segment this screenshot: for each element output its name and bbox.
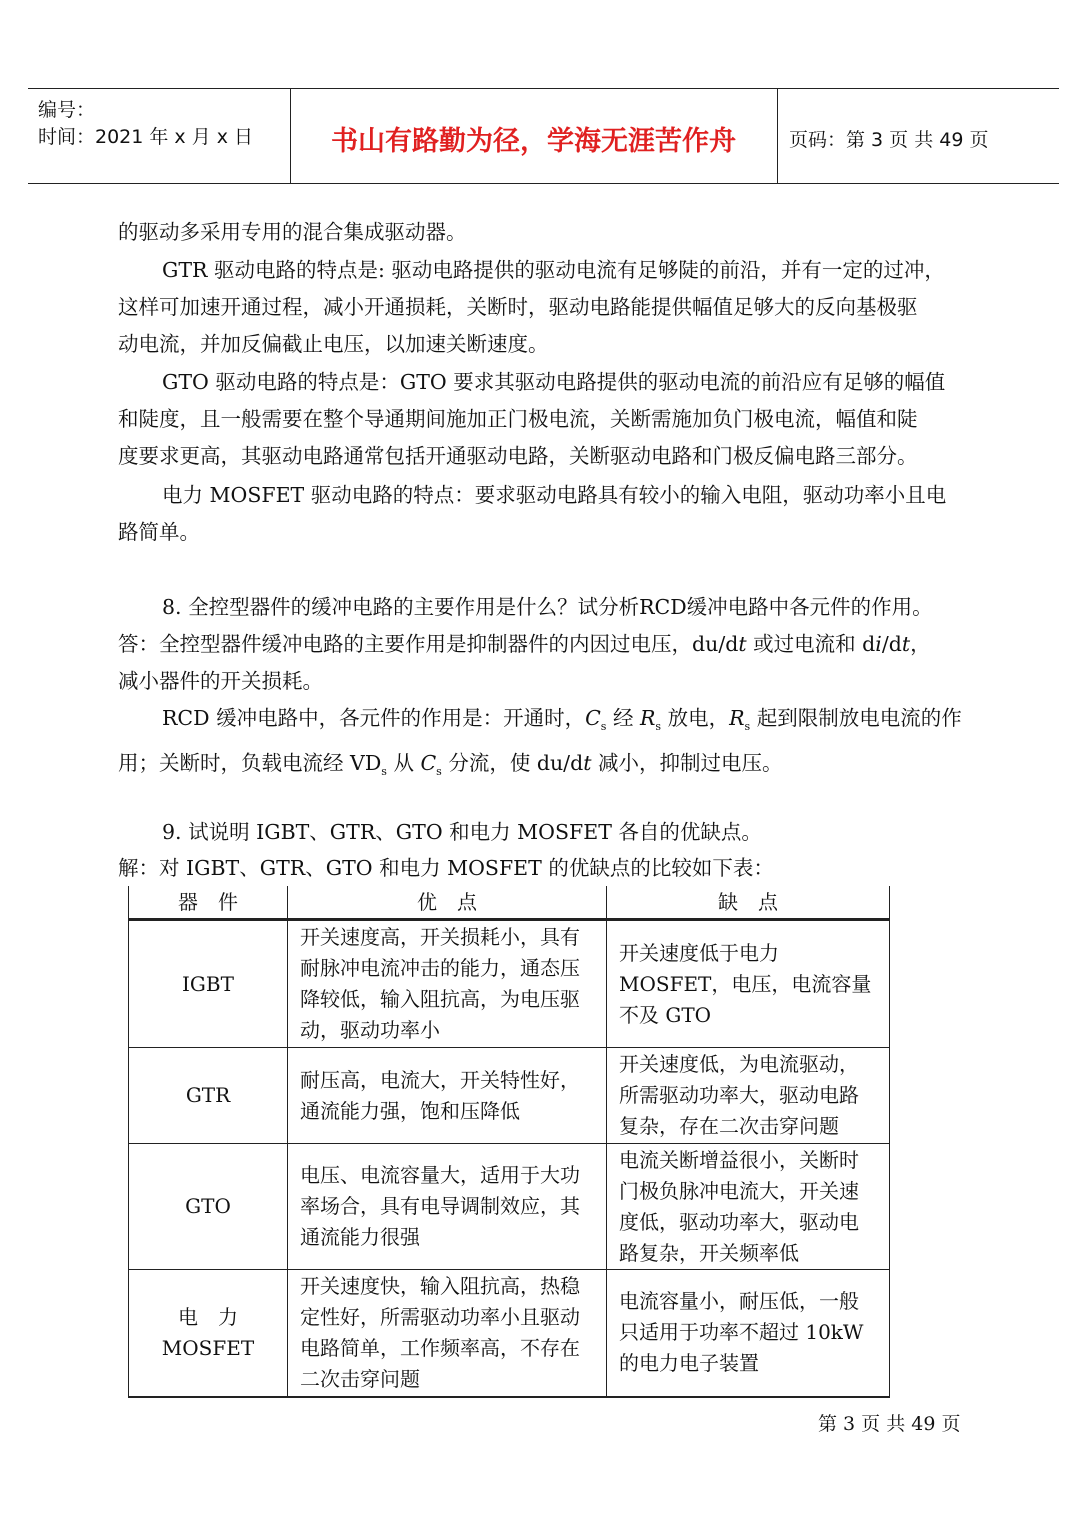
header-motto-cell (290, 89, 778, 183)
header-page-info: 页码：第 3 页 共 49 页 (789, 129, 989, 151)
answer-8-line-3: RCD 缓冲电路中，各元件的作用是：开通时，$C_s$ 经 $R_s$ 放电，$R_s$ 起到限制放电电流的作 (162, 706, 962, 734)
text-line: 动电流，并加反偏截止电压，以加速关断速度。 (118, 332, 549, 356)
device-cell: IGBT (129, 920, 288, 1048)
answer-8-line-4: 用；关断时，负载电流经 $VD_s$ 从 $C_s$ 分流，使 du/dt 减小，抑制过电压。 (118, 751, 783, 779)
paragraph-driver-intro (118, 214, 978, 251)
page-header (28, 88, 1059, 184)
pros-cell: 电压、电流容量大，适用于大功率场合，具有电导调制效应，其通流能力很强 (288, 1144, 607, 1270)
question-8-block (118, 589, 978, 790)
text-line: 度要求更高，其驱动电路通常包括开通驱动电路，关断驱动电路和门极反偏电路三部分。 (118, 444, 918, 468)
table-header-row (129, 886, 890, 920)
device-comparison-table (128, 886, 890, 1398)
header-page-cell (777, 89, 1059, 183)
cons-cell: 开关速度低于电力 MOSFET，电压，电流容量不及 GTO (607, 920, 890, 1048)
header-meta-cell (28, 89, 291, 183)
question-8: 8. 全控型器件的缓冲电路的主要作用是什么？试分析RCD缓冲电路中各元件的作用。 (162, 595, 933, 619)
cons-cell: 开关速度低，为电流驱动，所需驱动功率大，驱动电路复杂，存在二次击穿问题 (607, 1048, 890, 1144)
text-line: 这样可加速开通过程，减小开通损耗，关断时，驱动电路能提供幅值足够大的反向基极驱 (118, 295, 918, 319)
text-line: 的驱动多采用专用的混合集成驱动器。 (118, 220, 467, 244)
document-number-label: 编号： (38, 99, 96, 121)
header-motto: 书山有路勤为径，学海无涯苦作舟 (331, 126, 736, 157)
table-row (129, 920, 890, 1048)
text-line: 电力 MOSFET 驱动电路的特点：要求驱动电路具有较小的输入电阻，驱动功率小且电 (162, 483, 947, 507)
cons-cell: 电流关断增益很小，关断时门极负脉冲电流大，开关速度低，驱动功率大，驱动电路复杂，开关频率低 (607, 1144, 890, 1270)
text-line: GTO 驱动电路的特点是：GTO 要求其驱动电路提供的驱动电流的前沿应有足够的幅值 (162, 370, 946, 394)
column-header-device: 器 件 (129, 886, 288, 920)
page-footer: 第 3 页 共 49 页 (818, 1413, 961, 1435)
paragraph-mosfet-driver (118, 477, 978, 551)
pros-cell: 耐压高，电流大，开关特性好，通流能力强，饱和压降低 (288, 1048, 607, 1144)
answer-8-line-1: 答：全控型器件缓冲电路的主要作用是抑制器件的内因过电压，du/dt 或过电流和 di/dt， (118, 632, 931, 656)
device-cell: GTR (129, 1048, 288, 1144)
paragraph-gto-driver (118, 364, 978, 475)
question-9: 9. 试说明 IGBT、GTR、GTO 和电力 MOSFET 各自的优缺点。 (162, 820, 762, 844)
text-line: 路简单。 (118, 520, 200, 544)
column-header-cons: 缺 点 (607, 886, 890, 920)
table-row (129, 1144, 890, 1270)
device-cell: 电 力 MOSFET (129, 1270, 288, 1397)
text-line: 和陡度，且一般需要在整个导通期间施加正门极电流，关断需施加负门极电流，幅值和陡 (118, 407, 918, 431)
paragraph-gtr-driver (118, 252, 978, 363)
cons-cell: 电流容量小，耐压低，一般只适用于功率不超过 10kW 的电力电子装置 (607, 1270, 890, 1397)
column-header-pros: 优 点 (288, 886, 607, 920)
document-date-label: 时间：2021 年 x 月 x 日 (38, 126, 254, 148)
table-row (129, 1270, 890, 1397)
table-row (129, 1048, 890, 1144)
pros-cell: 开关速度高，开关损耗小，具有耐脉冲电流冲击的能力，通态压降较低，输入阻抗高，为电压驱动，驱动功率小 (288, 920, 607, 1048)
pros-cell: 开关速度快，输入阻抗高，热稳定性好，所需驱动功率小且驱动电路简单，工作频率高，不存在二次击穿问题 (288, 1270, 607, 1397)
question-9-block (118, 814, 978, 885)
answer-8-line-2: 减小器件的开关损耗。 (118, 669, 323, 693)
answer-9-intro: 解：对 IGBT、GTR、GTO 和电力 MOSFET 的优缺点的比较如下表： (118, 856, 774, 880)
text-line: GTR 驱动电路的特点是: 驱动电路提供的驱动电流有足够陡的前沿，并有一定的过冲， (162, 258, 945, 282)
device-cell: GTO (129, 1144, 288, 1270)
